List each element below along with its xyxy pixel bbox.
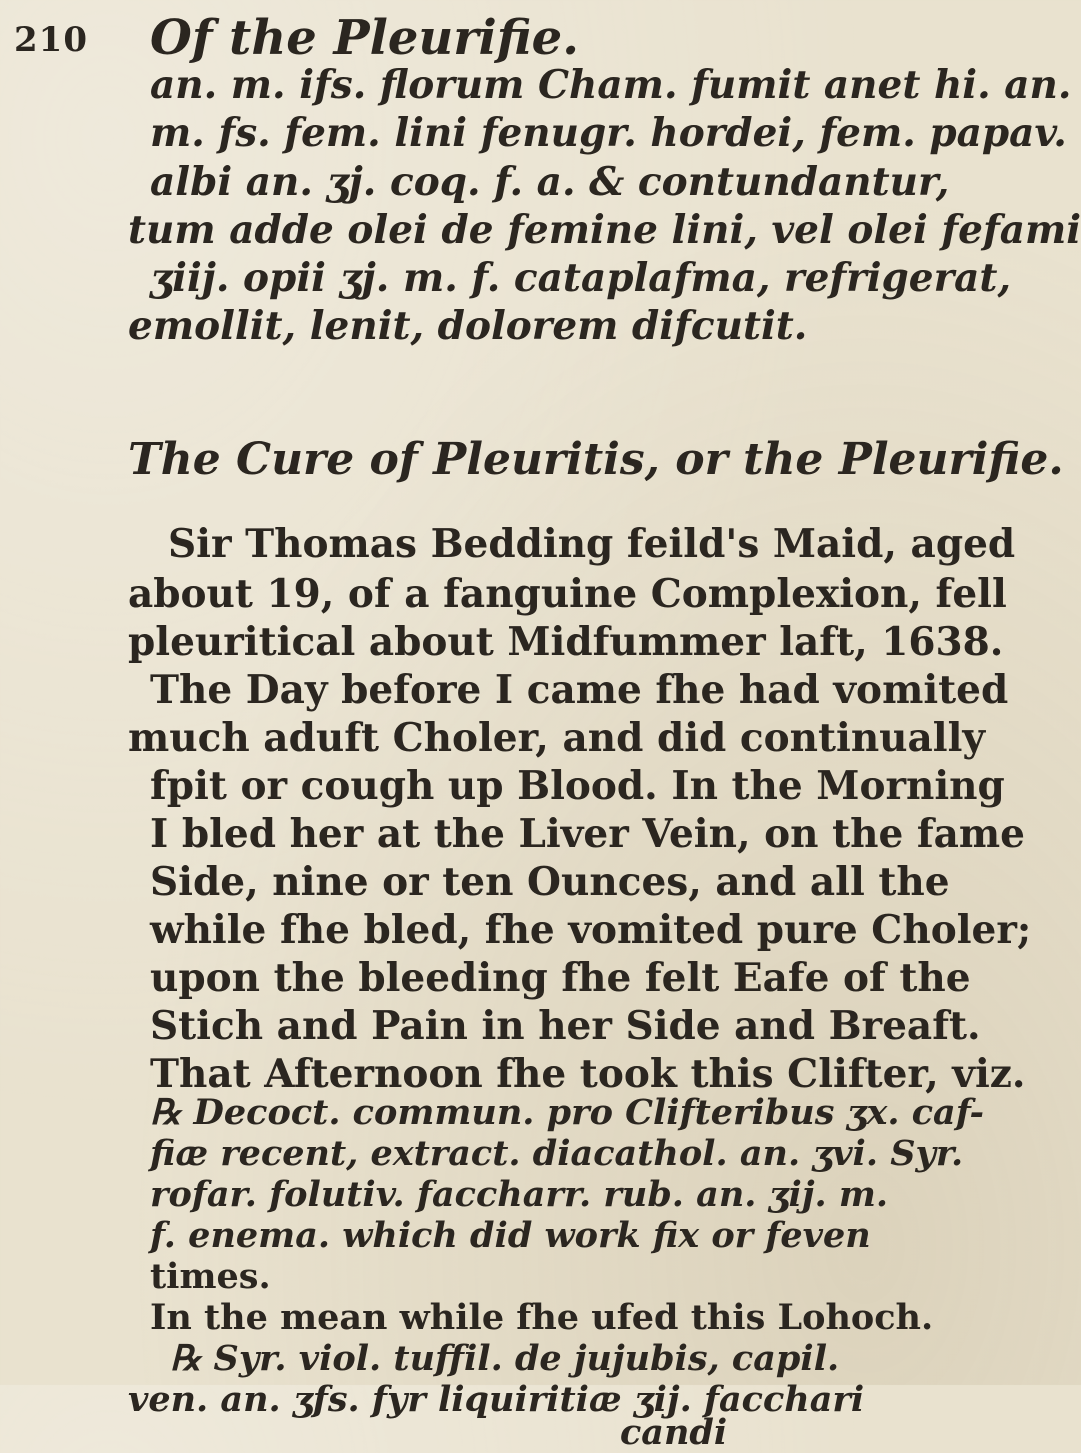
text-line: emollit, lenit, dolorem difcutit.: [128, 303, 808, 349]
running-title: Of the Pleurifie.: [150, 10, 579, 66]
text-line: Sir Thomas Bedding feild's Maid, aged: [168, 521, 1016, 567]
text-line: candi: [620, 1412, 728, 1453]
text-line: an. m. ifs. florum Cham. fumit anet hi. an.: [150, 62, 1072, 108]
text-line: m. fs. fem. lini fenugr. hordei, fem. papav.: [150, 110, 1067, 156]
text-line: Stich and Pain in her Side and Breaft.: [150, 1003, 981, 1049]
text-line: times.: [150, 1256, 271, 1297]
text-line: Side, nine or ten Ounces, and all the: [150, 859, 950, 905]
text-line: rofar. folutiv. faccharr. rub. an. ʒij. m.: [150, 1174, 889, 1215]
text-line: fpit or cough up Blood. In the Morning: [150, 763, 1005, 809]
text-line: tum adde olei de femine lini, vel olei fefami: [128, 207, 1081, 253]
text-line: pleuritical about Midfummer laft, 1638.: [128, 619, 1004, 665]
text-line: about 19, of a fanguine Complexion, fell: [128, 571, 1007, 617]
page-number: 210: [14, 20, 88, 60]
text-line: while fhe bled, fhe vomited pure Choler;: [150, 907, 1032, 953]
text-line: The Day before I came fhe had vomited: [150, 667, 1009, 713]
text-line: ℞ Decoct. commun. pro Clifteribus ʒx. caf-: [150, 1092, 985, 1133]
text-line: f. enema. which did work fix or feven: [150, 1215, 871, 1256]
text-line: That Afternoon fhe took this Clifter, viz.: [150, 1051, 1026, 1097]
text-line: fiæ recent, extract. diacathol. an. ʒvi. Syr.: [150, 1133, 964, 1174]
text-line: ℞ Syr. viol. tuffil. de jujubis, capil.: [170, 1338, 840, 1379]
text-line: ven. an. ʒfs. fyr liquiritiæ ʒij. facchari: [128, 1379, 865, 1420]
text-line: upon the bleeding fhe felt Eafe of the: [150, 955, 971, 1001]
text-line: albi an. ʒj. coq. f. a. & contundantur,: [150, 159, 950, 205]
text-line: ʒiij. opii ʒj. m. f. cataplafma, refrigerat,: [150, 255, 1012, 301]
text-line: In the mean while fhe ufed this Lohoch.: [150, 1297, 934, 1338]
section-title: The Cure of Pleuritis, or the Pleurifie.: [128, 434, 1064, 485]
text-line: I bled her at the Liver Vein, on the fame: [150, 811, 1025, 857]
text-line: much aduft Choler, and did continually: [128, 715, 986, 761]
